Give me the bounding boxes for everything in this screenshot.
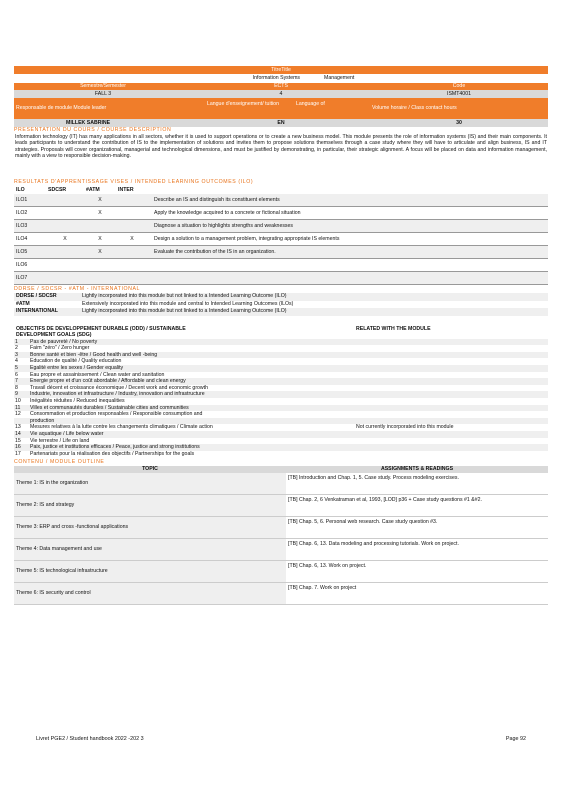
sdg-related	[354, 418, 548, 425]
ilo-sdcsr	[46, 272, 84, 284]
ilo-desc	[148, 272, 548, 284]
sdg-number: 11	[15, 404, 21, 411]
outline-assignment: [TB] Introduction and Chap. 1, 5. Case study. Process modeling exercises.	[288, 475, 459, 482]
ects-label: ECTS	[274, 83, 288, 89]
sdg-related	[354, 358, 548, 365]
table-row	[14, 495, 548, 517]
ilo-atm	[84, 259, 116, 271]
language-label: Langue d'enseignement/ tuition	[207, 101, 279, 107]
ilo-id: ILO2	[16, 210, 28, 216]
table-row	[14, 259, 548, 272]
table-row	[14, 207, 548, 220]
ilo-table	[14, 194, 548, 285]
sdg-label: Partenariats pour la réalisation des objectifs / Partnerships for the goals	[30, 450, 195, 457]
list-item	[14, 372, 548, 379]
module-name-row	[14, 74, 548, 83]
sdg-number: 17	[15, 450, 21, 457]
ilo-inter	[116, 207, 148, 219]
ilo-desc: Design a solution to a management problem, integrating appropriate IS elements	[154, 236, 340, 242]
list-item	[14, 352, 548, 359]
leader-value-row	[14, 119, 548, 127]
sdg-related	[354, 398, 548, 405]
list-item	[14, 438, 548, 445]
sdg-number: 9	[15, 391, 18, 398]
sdg-number: 14	[15, 431, 21, 437]
sdg-number: 2	[15, 345, 18, 352]
ilo-desc: Describe an IS and distinguish its constituent elements	[154, 197, 280, 203]
code-value: ISMT4001	[447, 91, 471, 97]
list-item	[14, 339, 548, 346]
ilo-sdcsr: X	[63, 236, 67, 242]
outline-table	[14, 473, 548, 605]
sdg-related	[354, 345, 548, 352]
list-item	[14, 405, 548, 412]
list-item	[14, 365, 548, 372]
table-row	[14, 473, 548, 495]
sdg-label: Vie terrestre / Life on land	[30, 437, 90, 444]
ilo-id: ILO5	[16, 249, 28, 255]
table-row	[14, 272, 548, 285]
ilo-atm: X	[98, 249, 102, 255]
list-item	[14, 391, 548, 398]
ilo-desc: Diagnose a situation to highlights strengths and weaknesses	[154, 223, 293, 229]
sdg-label: Vie aquatique / Life below water	[30, 431, 104, 437]
sdg-heading-2: DEVELOPMENT GOALS (SDG)	[16, 332, 92, 339]
list-item	[14, 451, 548, 458]
presentation-heading: PRESENTATION DU COURS / COURSE DESCRIPTION	[14, 127, 172, 133]
presentation-text: Information technology (IT) has many applications in all sectors, whether it is used to support operations or to create a new business model. This module presents the role of information systems (IS) and their main components. It leads participants to understand the contribution of IS to the implementation of solutions and invites them to propose solutions themselves through a case study where they will have to articulate and align business, IS and IT strategies. Proposals will cover organizational, managerial and technological dimensions, and must be justified by demonstrating, in particular, their strategic alignment. A focus will be placed on data and information management, mainly with a view to responsible decision-making.	[15, 134, 547, 160]
sdg-label: Travail décent et croissance économique / Decent work and economic growth	[30, 384, 209, 391]
sdg-label: Paix, justice et institutions efficaces / Peace, justice and strong institutions	[30, 444, 200, 451]
sdg-related: Not currently incorporated into this module	[356, 424, 454, 431]
dimension-label: DDRSE / SDCSR	[16, 293, 57, 299]
ilo-sdcsr	[46, 194, 84, 206]
outline-topic: Theme 5: IS technological infrastructure	[14, 561, 286, 582]
sdg-related	[354, 385, 548, 392]
dimension-label: INTERNATIONAL	[16, 308, 58, 314]
ilo-id: ILO7	[16, 275, 28, 281]
dimension-text: Lightly incorporated into this module but not linked to a Intended Learning Outcome (ILO)	[82, 293, 287, 299]
sdg-number: 6	[15, 371, 18, 378]
sdg-label: Energie propre et d'un coût abordable / Affordable and clean energy	[30, 378, 186, 385]
sdg-label: Villes et communautés durables / Sustainable cities and communities	[30, 404, 189, 411]
table-row	[14, 517, 548, 539]
table-row	[14, 539, 548, 561]
ilo-desc	[148, 259, 548, 271]
ilo-col-atm: #ATM	[86, 187, 100, 193]
outline-header-row	[14, 466, 548, 473]
sdg-heading-row-2	[14, 332, 548, 339]
list-item	[14, 431, 548, 438]
sdg-number: 10	[15, 398, 21, 405]
ilo-col-desc	[148, 186, 548, 194]
ilo-atm	[84, 272, 116, 284]
sdg-related	[354, 431, 548, 438]
language-label-2: Language of	[296, 101, 325, 107]
leader-value: MILLEK SABRINE	[66, 120, 111, 126]
sdg-number: 16	[15, 444, 21, 451]
list-item	[14, 358, 548, 365]
ilo-id: ILO6	[16, 262, 28, 268]
volume-label: Volume horaire / Class contact hours	[372, 105, 457, 111]
dimension-text: Lightly incorporated into this module but not linked to a Intended Learning Outcome (ILO)	[82, 308, 287, 314]
ects-value: 4	[279, 91, 283, 97]
outline-col-assign: ASSIGNMENTS & READINGS	[380, 466, 454, 473]
table-row	[14, 293, 548, 301]
list-item	[14, 345, 548, 352]
sdg-related	[354, 444, 548, 451]
sdg-heading-row	[14, 326, 548, 333]
language-value: EN	[277, 120, 285, 126]
sdg-related	[354, 451, 548, 458]
table-row	[14, 583, 548, 605]
sdg-related	[354, 405, 548, 412]
outline-topic: Theme 2: IS and strategy	[14, 495, 286, 516]
sdg-number: 5	[15, 365, 18, 372]
semester-value: FALL 3	[94, 91, 112, 97]
page-footer	[36, 736, 526, 743]
dimension-text: Extensively incorporated into this module and central to Intended Learning Outcomes (ILOs)	[82, 300, 294, 307]
ilo-col-ilo: ILO	[16, 187, 25, 193]
list-item	[14, 398, 548, 405]
ilo-header-row	[14, 186, 548, 194]
outline-assignment: [TB] Chap. 7. Work on project	[288, 585, 357, 592]
outline-col-topic: TOPIC	[142, 466, 158, 473]
sdg-related	[354, 391, 548, 398]
sdg-related	[354, 339, 548, 346]
sdg-number: 3	[15, 351, 18, 358]
list-item	[14, 418, 548, 425]
code-label: Code	[452, 83, 466, 89]
sdg-related	[354, 378, 548, 385]
sdg-number	[14, 418, 28, 425]
list-item	[14, 385, 548, 392]
ilo-sdcsr	[46, 207, 84, 219]
ilo-desc: Apply the knowledge acquired to a concrete or fictional situation	[154, 210, 301, 216]
sdg-number: 7	[15, 378, 18, 385]
title-label: TitreTitle	[271, 67, 291, 73]
semester-header-row	[14, 83, 548, 90]
sdg-label: Egalité entre les sexes / Gender equality	[30, 365, 124, 372]
module-name-part2: Management	[324, 75, 355, 81]
ilo-col-sdcsr: SDCSR	[48, 187, 67, 193]
sdg-label: Faim "zéro" / Zero hunger	[30, 345, 90, 352]
outline-assignment: [TB] Chap. 6, 13. Work on project.	[288, 563, 367, 570]
ilo-inter	[116, 259, 148, 271]
sdg-label: Mesures relatives à la lutte contre les changements climatiques / Climate action	[30, 424, 213, 431]
sdg-related	[354, 352, 548, 359]
sdg-number: 8	[15, 384, 18, 391]
sdg-heading: OBJECTIFS DE DEVELOPPEMENT DURABLE (ODD) / SUSTAINABLE	[16, 325, 186, 332]
table-row	[14, 194, 548, 207]
ilo-col-inter: INTER	[118, 187, 134, 193]
sdg-number: 4	[15, 358, 18, 365]
outline-topic: Theme 4: Data management and use	[14, 539, 286, 560]
ilo-desc: Evaluate the contribution of the IS in an organization.	[154, 249, 276, 255]
sdg-related	[354, 365, 548, 372]
outline-assignment: [TB] Chap. 6, 13. Data modeling and processing tutorials. Work on project.	[288, 541, 459, 548]
table-row	[14, 246, 548, 259]
ilo-atm: X	[98, 197, 102, 203]
ilo-atm: X	[98, 210, 102, 216]
title-bar	[14, 66, 548, 74]
sdg-label: Inégalités réduites / Reduced inequalities	[30, 398, 125, 405]
outline-topic: Theme 3: ERP and cross -functional applications	[14, 517, 286, 538]
list-item	[14, 411, 548, 418]
sdg-related-heading: RELATED WITH THE MODULE	[356, 325, 431, 332]
ilo-atm: X	[98, 236, 102, 242]
outline-topic: Theme 6: IS security and control	[14, 583, 286, 604]
ilo-inter	[116, 272, 148, 284]
ilo-heading: RESULTATS D'APPRENTISSAGE VISES / INTENDED LEARNING OUTCOMES (ILO)	[14, 179, 254, 185]
sdg-related	[354, 372, 548, 379]
ilo-id: ILO4	[16, 236, 28, 242]
sdg-related	[354, 411, 548, 418]
list-item	[14, 424, 548, 431]
sdg-list	[14, 339, 548, 458]
ilo-inter	[116, 220, 148, 232]
ilo-atm	[84, 220, 116, 232]
ilo-sdcsr	[46, 246, 84, 258]
dimensions-table	[14, 293, 548, 316]
sdg-label: production	[30, 417, 55, 424]
sdg-label: Consommation et production responsables / Responsible consumption and	[30, 411, 203, 418]
sdg-label: Industrie, innovation et infrastructure / Industry, innovation and infrastructure	[30, 391, 205, 398]
semester-value-row	[14, 90, 548, 98]
syllabus-page	[14, 66, 548, 605]
list-item	[14, 378, 548, 385]
table-row	[14, 220, 548, 233]
table-row	[14, 233, 548, 246]
sdg-label: Eau propre et assainissement / Clean water and sanitation	[30, 371, 165, 378]
sdg-number: 15	[15, 437, 21, 444]
outline-assignment: [TB] Chap. 5, 6. Personal web research. Case study question #3.	[288, 519, 438, 526]
sdg-label: Bonne santé et bien -être / Good health and well -being	[30, 351, 158, 358]
sdg-number: 13	[15, 424, 21, 431]
sdg-label: Pas de pauvreté / No poverty	[30, 338, 98, 345]
semester-label: Semestre/Semester	[80, 83, 126, 89]
sdg-label: Education de qualité / Quality education	[30, 358, 122, 365]
dimensions-heading: DDRSE / SDCSR - #ATM - INTERNATIONAL	[14, 286, 141, 292]
volume-value: 30	[456, 120, 462, 126]
leader-label: Responsable de module Module leader	[16, 105, 107, 111]
module-name-part1: Information Systems	[252, 75, 300, 81]
footer-handbook: Livret PGE2 / Student handbook 2022 -202 3	[36, 736, 144, 742]
table-row	[14, 561, 548, 583]
sdg-number: 12	[15, 411, 21, 418]
ilo-inter: X	[130, 236, 134, 242]
table-row	[14, 308, 548, 316]
ilo-inter	[116, 246, 148, 258]
leader-header-row	[14, 98, 548, 119]
sdg-related	[354, 438, 548, 445]
ilo-sdcsr	[46, 259, 84, 271]
ilo-inter	[116, 194, 148, 206]
ilo-sdcsr	[46, 220, 84, 232]
dimension-label: #ATM	[16, 300, 30, 307]
list-item	[14, 444, 548, 451]
outline-heading: CONTENU / MODULE OUTLINE	[14, 459, 105, 466]
outline-topic: Theme 1: IS in the organization	[14, 473, 286, 494]
ilo-id: ILO1	[16, 197, 28, 203]
ilo-id: ILO3	[16, 223, 28, 229]
sdg-number: 1	[15, 338, 18, 345]
table-row	[14, 301, 548, 309]
page-number: Page 92	[505, 736, 526, 742]
outline-assignment: [TB] Chap. 2, 6 Venkatraman et al, 1993, [LOD] p36 + Case study questions #1 &#2.	[288, 497, 482, 504]
